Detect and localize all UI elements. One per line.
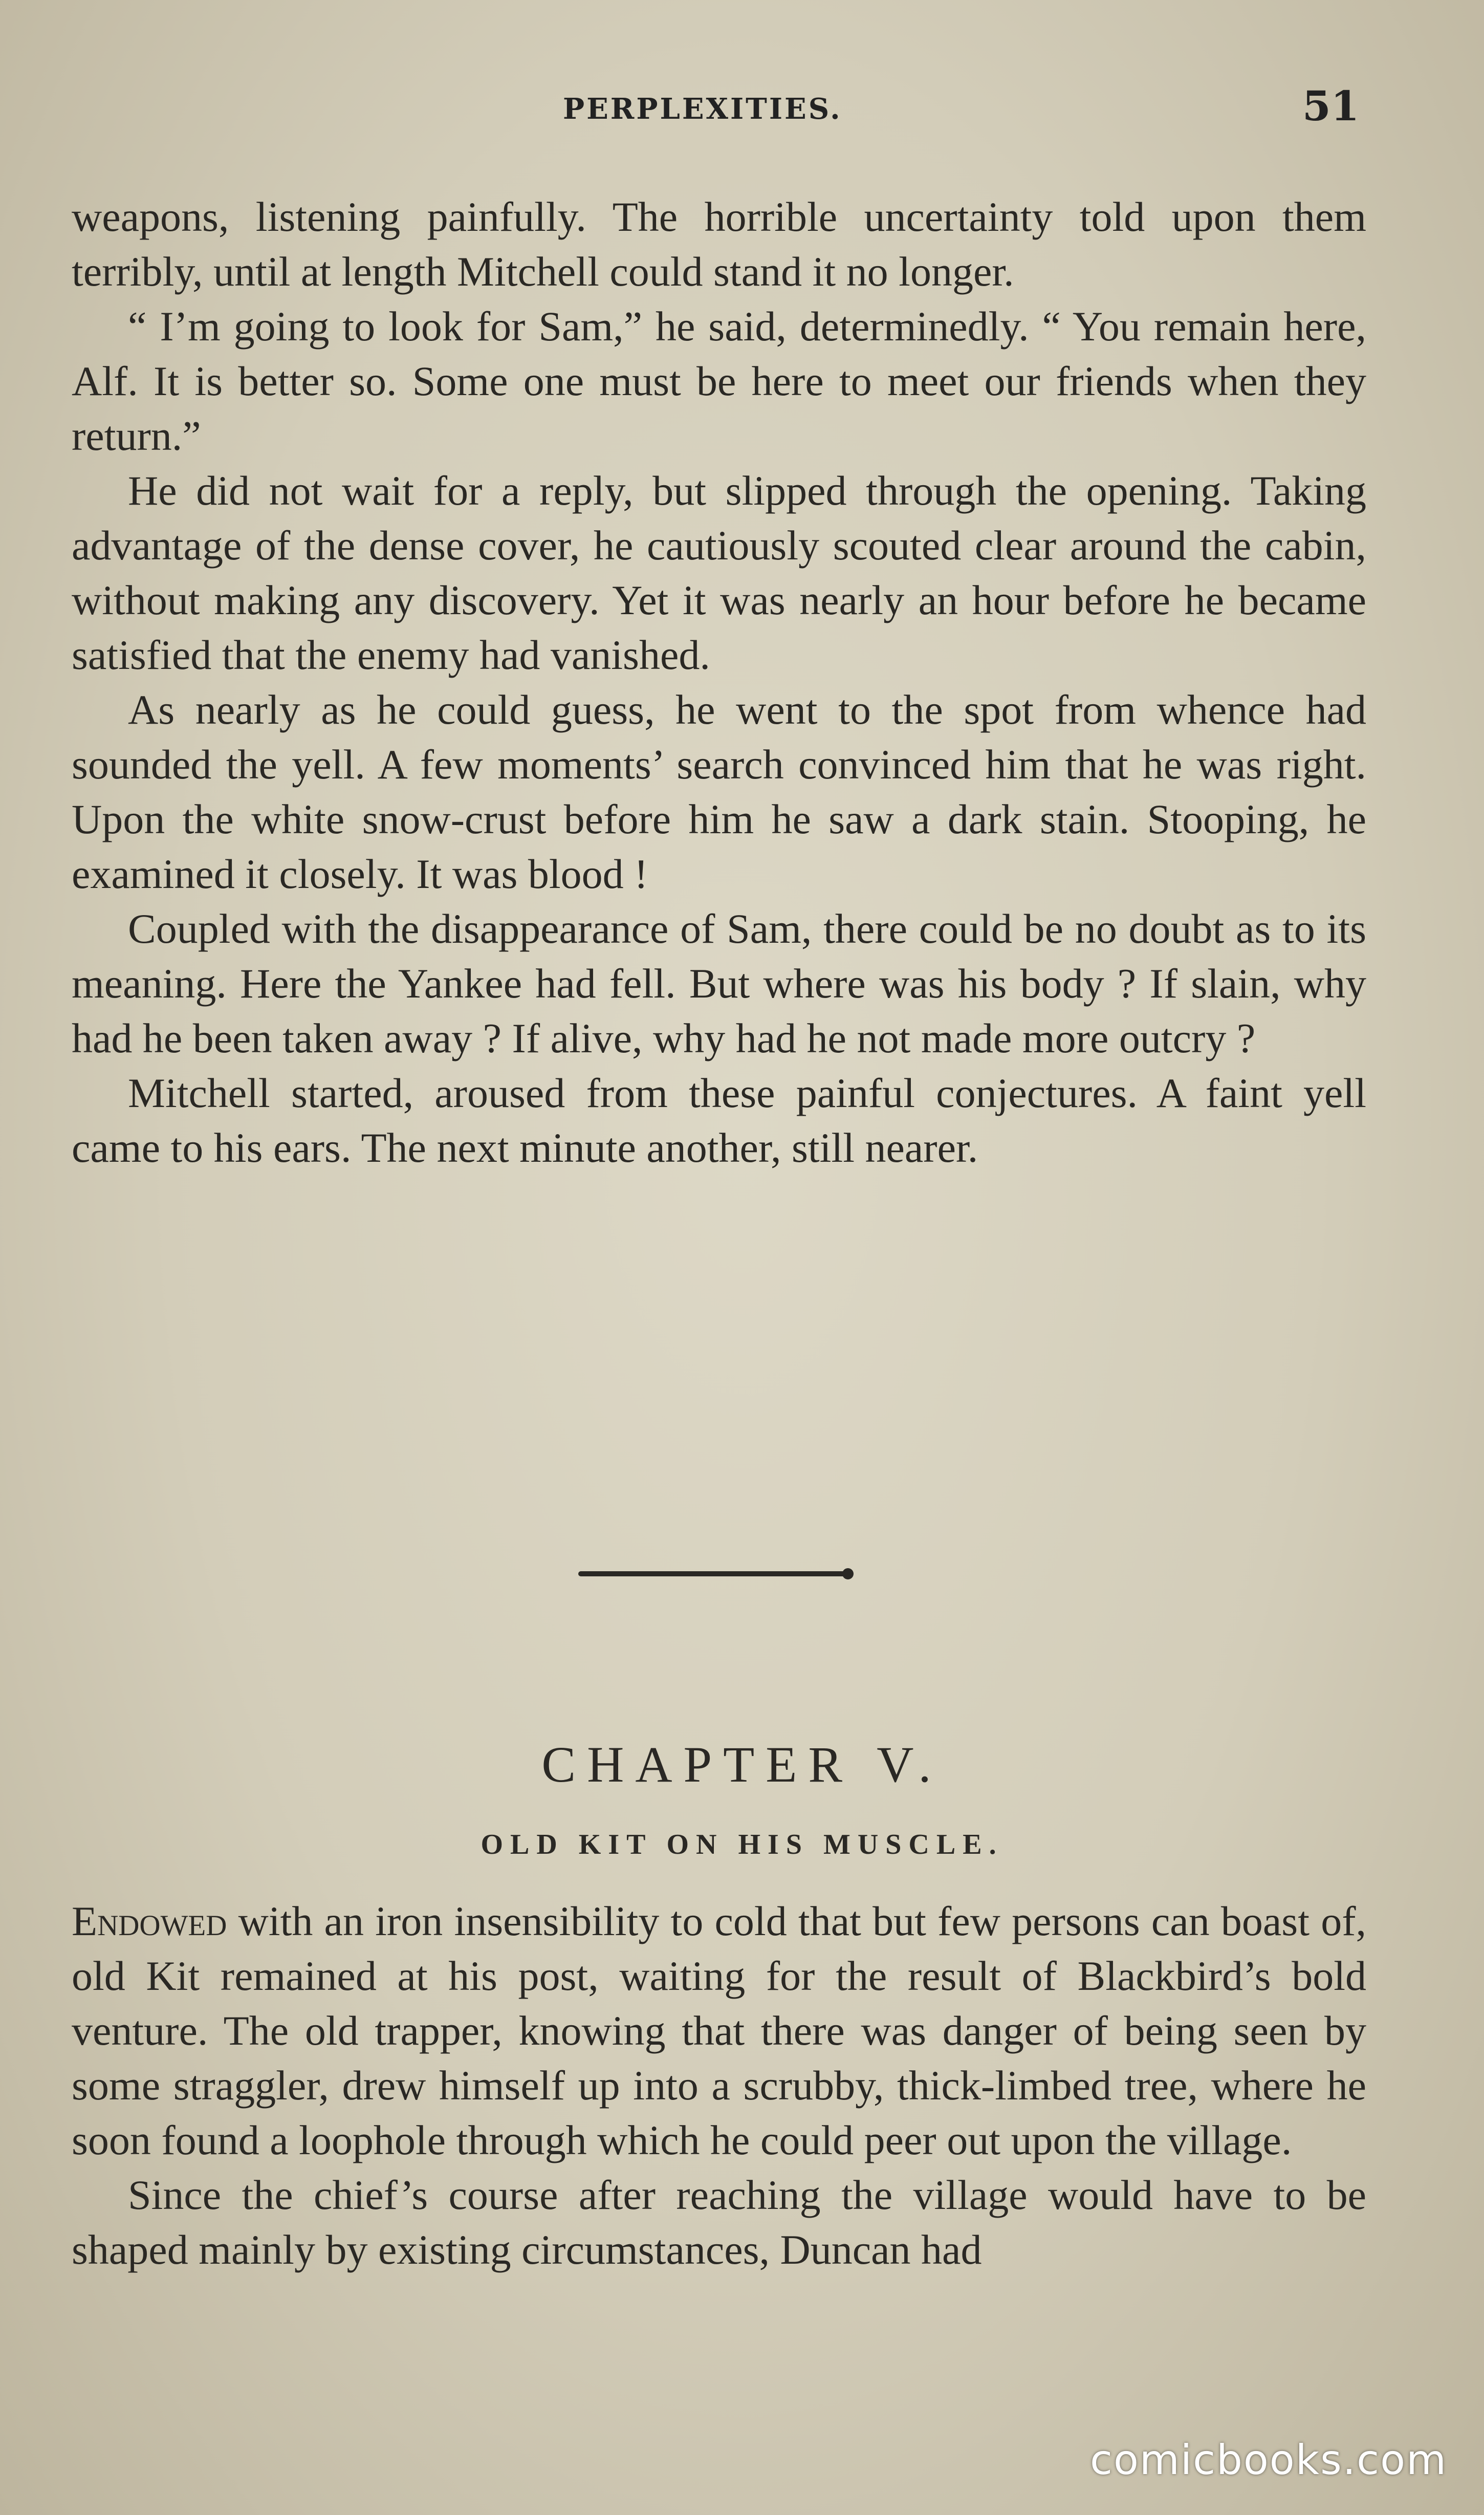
opening-paragraph-text: with an iron insensibility to cold that but few persons can boast of, old Kit remained at his post, waiting for the result of Blackbird’s bold venture. The old trapper, knowing that there was danger of being seen by some straggler, drew himself up into a scrubby, thick-limbed tree, where he soon found a loophole through which he could peer out upon the village. bbox=[72, 1898, 1366, 2163]
section-divider-rule bbox=[578, 1571, 849, 1576]
body-text bbox=[72, 189, 1366, 1175]
chapter-heading: CHAPTER V. bbox=[541, 1736, 943, 1793]
lead-word: Endowed bbox=[72, 1898, 227, 1944]
paragraph: As nearly as he could guess, he went to the spot from whence had sounded the yell. A few moments’ search convinced him that he was right. Upon the white snow-crust before him he saw a dark stain. Stooping, he examined it closely. It was blood ! bbox=[72, 686, 1366, 897]
chapter-subtitle: OLD KIT ON HIS MUSCLE. bbox=[481, 1829, 1003, 1860]
site-watermark: comicbooks.com bbox=[1090, 2436, 1448, 2484]
paragraph: He did not wait for a reply, but slipped through the opening. Taking advantage of the dense cover, he cautiously scouted clear around the cabin, without making any discovery. Yet it was nearly an hour before he became satisfied that the enemy had vanished. bbox=[72, 467, 1366, 678]
chapter-opening-paragraph bbox=[72, 1894, 1366, 2167]
paragraph: weapons, listening painfully. The horrible uncertainty told upon them terribly, until at length Mitchell could stand it no longer. bbox=[72, 193, 1366, 295]
paragraph: Since the chief’s course after reaching the village would have to be shaped mainly by existing circumstances, Duncan had bbox=[72, 2172, 1366, 2273]
paragraph: “ I’m going to look for Sam,” he said, determinedly. “ You remain here, Alf. It is better so. Some one must be here to meet our friends when they return.” bbox=[72, 303, 1366, 459]
chapter-text bbox=[72, 1894, 1366, 2277]
paragraph: Mitchell started, aroused from these painful conjectures. A faint yell came to his ears. The next minute another, still nearer. bbox=[72, 1070, 1366, 1171]
running-head bbox=[0, 82, 1484, 143]
page-number: 51 bbox=[1302, 82, 1360, 130]
paragraph: Coupled with the disappearance of Sam, there could be no doubt as to its meaning. Here the Yankee had fell. But where was his body ? If slain, why had he been taken away ? If alive, why had he not made more outcry ? bbox=[72, 905, 1366, 1061]
running-head-title: PERPLEXITIES. bbox=[563, 92, 842, 126]
